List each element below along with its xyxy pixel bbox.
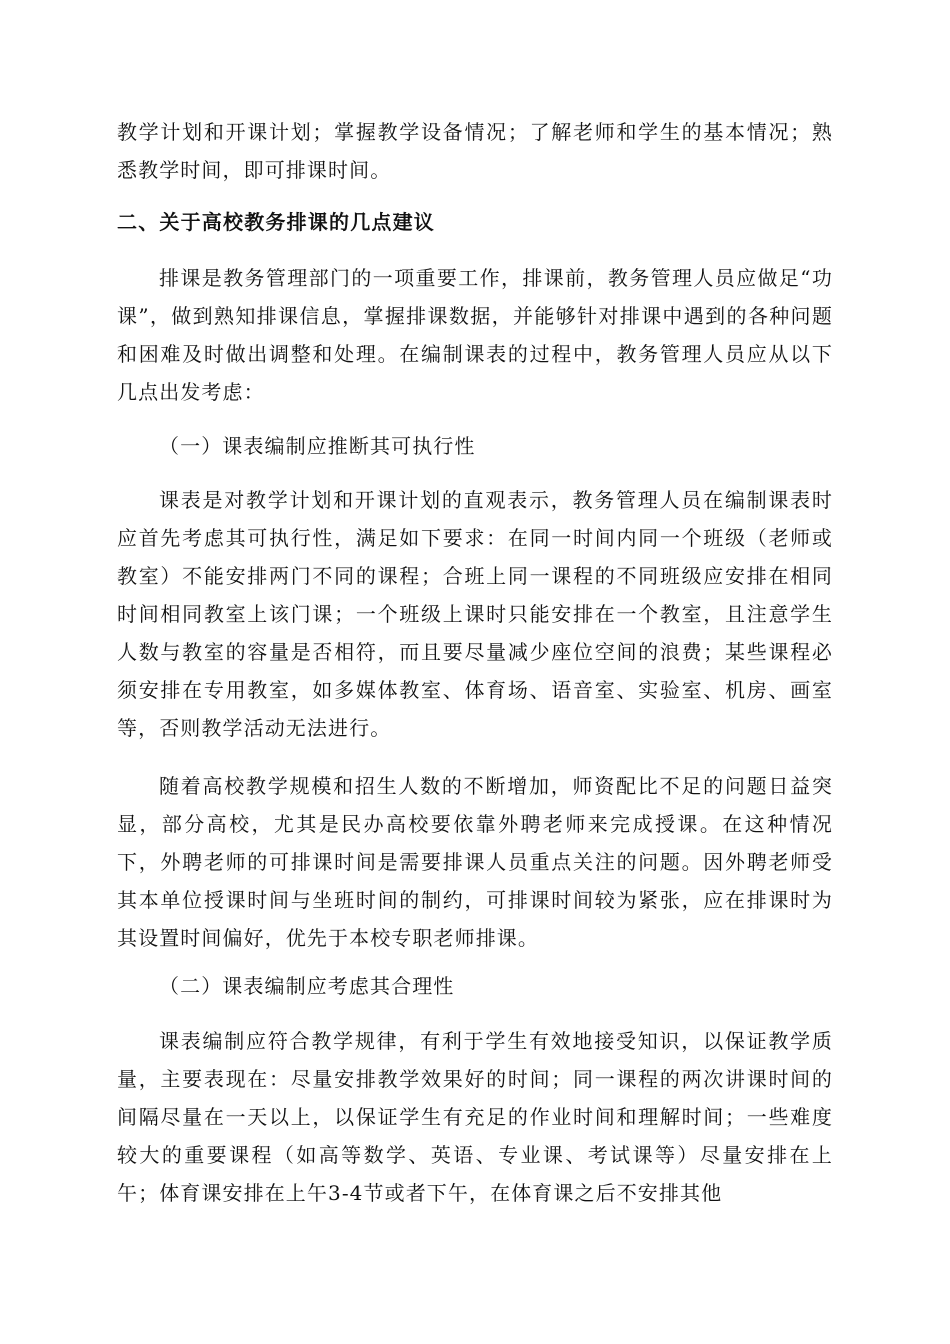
subsection-two-paragraph-1: 课表编制应符合教学规律，有利于学生有效地接受知识，以保证教学质量，主要表现在：尽量安排教学效果好的时间；同一课程的两次讲课时间的间隔尽量在一天以上，以保证学生有充足的作业时间和理解时间；一些难度较大的重要课程（如高等数学、英语、专业课、考试课等）尽量安排在上午；体育课安排在上午3-4节或者下午，在体育课之后不安排其他 [117,1029,833,1205]
section-heading: 二、关于高校教务排课的几点建议 [117,210,435,234]
subsection-one-paragraph-2: 随着高校教学规模和招生人数的不断增加，师资配比不足的问题日益突显，部分高校，尤其是民办高校要依靠外聘老师来完成授课。在这种情况下，外聘老师的可排课时间是需要排课人员重点关注的问题。因外聘老师受其本单位授课时间与坐班时间的制约，可排课时间较为紧张，应在排课时为其设置时间偏好，优先于本校专职老师排课。 [117,774,833,950]
subsection-one-paragraph-1: 课表是对教学计划和开课计划的直观表示，教务管理人员在编制课表时应首先考虑其可执行性，满足如下要求：在同一时间内同一个班级（老师或教室）不能安排两门不同的课程；合班上同一课程的不同班级应安排在相同时间相同教室上该门课；一个班级上课时只能安排在一个教室，且注意学生人数与教室的容量是否相符，而且要尽量减少座位空间的浪费；某些课程必须安排在专用教室，如多媒体教室、体育场、语音室、实验室、机房、画室等，否则教学活动无法进行。 [117,488,833,740]
section-paragraph: 排课是教务管理部门的一项重要工作，排课前，教务管理人员应做足“功课”，做到熟知排课信息，掌握排课数据，并能够针对排课中遇到的各种问题和困难及时做出调整和处理。在编制课表的过程中，教务管理人员应从以下几点出发考虑： [117,266,833,404]
intro-paragraph: 教学计划和开课计划；掌握教学设备情况；了解老师和学生的基本情况；熟悉教学时间，即可排课时间。 [117,120,833,182]
subsection-one-title: （一）课表编制应推断其可执行性 [159,434,476,458]
subsection-two-title: （二）课表编制应考虑其合理性 [159,974,455,998]
